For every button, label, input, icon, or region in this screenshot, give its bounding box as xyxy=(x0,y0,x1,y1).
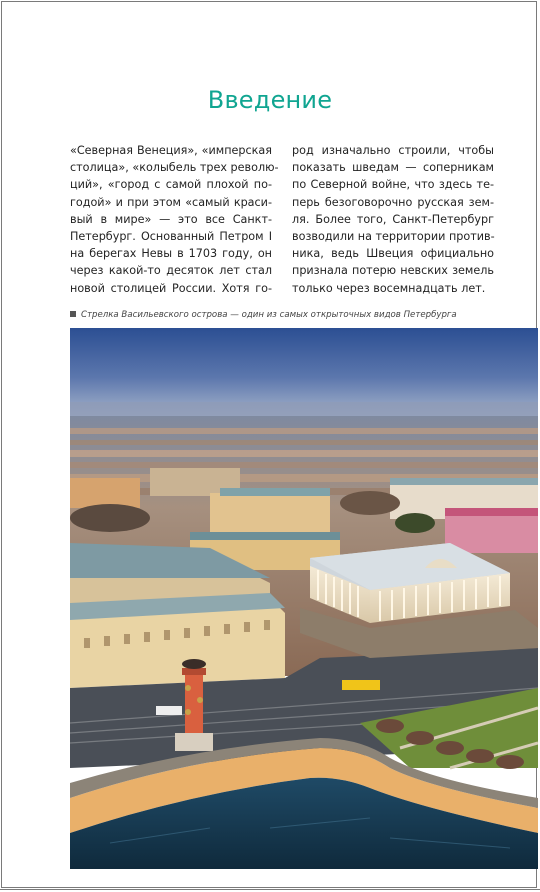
text-line: «Северная Венеция», «имперская xyxy=(70,144,272,157)
text-line: признала потерю невских земель xyxy=(292,264,494,278)
text-line: Петербург. Основанный Петром I xyxy=(70,229,272,243)
text-line: вый в мире» — это все Санкт- xyxy=(70,212,272,226)
yellow-bus xyxy=(342,680,380,690)
city-aerial-photo xyxy=(70,328,538,869)
text-line: новой столицей России. Хотя го- xyxy=(70,281,272,295)
text-line: столица», «колыбель трех револю- xyxy=(70,161,279,175)
text-line: ля. Более того, Санкт-Петербург xyxy=(292,212,494,226)
text-line: возводили на территории против- xyxy=(292,229,495,243)
text-line: через какой-то десяток лет стал xyxy=(70,264,272,278)
text-column-right xyxy=(292,142,494,297)
bottom-rule xyxy=(0,889,540,890)
photo-caption xyxy=(70,310,500,320)
white-van xyxy=(156,706,182,715)
text-line: ций», «город с самой плохой по- xyxy=(70,178,272,192)
text-line: на берегах Невы в 1703 году, он xyxy=(70,247,272,261)
photo-illustration xyxy=(70,328,538,869)
text-line: только через восемнадцать лет. xyxy=(292,281,486,295)
text-line: показать шведам — соперникам xyxy=(292,161,494,175)
text-line: ника, ведь Швеция официально xyxy=(292,247,494,261)
text-line: род изначально строили, чтобы xyxy=(292,144,494,157)
text-column-left xyxy=(70,142,279,297)
text-line: годой» и при этом «самый краси- xyxy=(70,195,272,209)
text-line: по Северной войне, что здесь те- xyxy=(292,178,494,192)
text-line: перь безоговорочно русская зем- xyxy=(292,195,494,209)
caption-text: Стрелка Васильевского острова — один из самых открыточных видов Петербурга xyxy=(81,310,457,320)
square-bullet-icon xyxy=(70,311,76,317)
page-title: Введение xyxy=(207,86,333,114)
